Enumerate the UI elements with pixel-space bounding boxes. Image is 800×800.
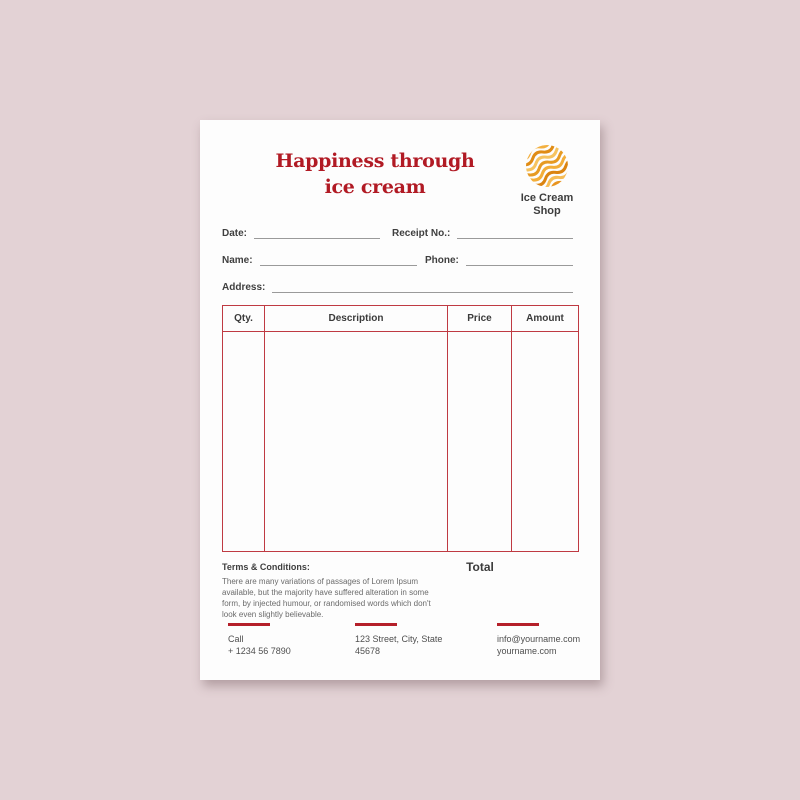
terms-heading: Terms & Conditions: <box>222 562 310 572</box>
receipt-no-field <box>392 224 573 239</box>
address-field <box>222 278 573 293</box>
footer-website: yourname.com <box>497 646 557 656</box>
amount-column-cell[interactable] <box>512 332 578 551</box>
table-header-description: Description <box>265 306 448 331</box>
phone-input-line[interactable] <box>466 254 573 266</box>
name-field <box>222 251 417 266</box>
receipt-title <box>240 148 510 200</box>
date-label: Date: <box>222 228 248 239</box>
footer-address <box>355 623 442 657</box>
address-label: Address: <box>222 282 266 293</box>
table-header-amount: Amount <box>526 313 564 324</box>
footer-web <box>497 623 580 657</box>
name-input-line[interactable] <box>260 254 417 266</box>
receipt-no-label: Receipt No.: <box>392 228 451 239</box>
footer-address-line2: 45678 <box>355 646 381 656</box>
receipt-title-line1: Happiness through <box>275 150 475 172</box>
scribble-scoop-icon <box>523 142 571 190</box>
address-input-line[interactable] <box>272 281 573 293</box>
footer-call <box>228 623 291 657</box>
receipt-no-input-line[interactable] <box>457 227 573 239</box>
receipt-page <box>200 120 600 680</box>
name-label: Name: <box>222 255 253 266</box>
footer-accent-bar <box>355 623 397 626</box>
footer-address-line1: 123 Street, City, State <box>355 634 443 644</box>
shop-name-line2: Shop <box>533 205 561 217</box>
footer-email: info@yourname.com <box>497 634 581 644</box>
date-field <box>222 224 380 239</box>
total-label: Total <box>466 560 494 574</box>
qty-column-cell[interactable] <box>223 332 265 551</box>
shop-logo <box>511 142 583 218</box>
table-header-price: Price <box>448 306 512 331</box>
shop-name-line1: Ice Cream <box>520 192 574 204</box>
terms-body: There are many variations of passages of Lorem Ipsum available, but the majority have suffered alteration in some form, by injected humour, or randomised words which don't look even slightly believable. <box>222 577 431 619</box>
description-column-cell[interactable] <box>265 332 448 551</box>
items-table-body <box>223 332 578 551</box>
date-input-line[interactable] <box>254 227 380 239</box>
footer-call-line1: Call <box>228 634 244 644</box>
items-table <box>222 305 579 552</box>
receipt-title-line2: ice cream <box>324 176 426 198</box>
items-table-header-row <box>223 306 578 332</box>
shop-name <box>511 192 583 218</box>
footer-accent-bar <box>497 623 539 626</box>
table-header-qty: Qty. <box>223 306 265 331</box>
footer-call-line2: + 1234 56 7890 <box>228 646 291 656</box>
footer-accent-bar <box>228 623 270 626</box>
price-column-cell[interactable] <box>448 332 512 551</box>
phone-label: Phone: <box>425 255 459 266</box>
phone-field <box>425 251 573 266</box>
